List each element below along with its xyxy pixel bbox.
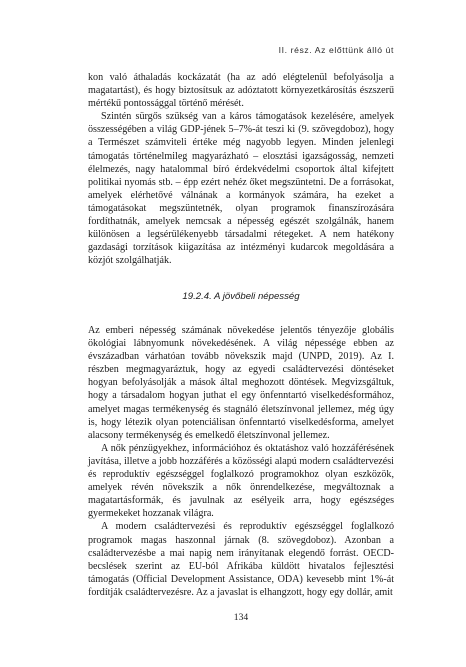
paragraph: kon való áthaladás kockázatát (ha az adó elégtelenül befolyásolja a magatartást), és hogy biztosítsuk az adóztatott környezetkárosítás észszerű mértékű pontossággal történő mérését. — [88, 72, 394, 110]
text-block-top — [88, 71, 394, 267]
page-number: 134 — [233, 612, 249, 623]
section-heading: 19.2.4. A jövőbeli népesség — [182, 291, 300, 302]
paragraph: Szintén sürgős szükség van a káros támogatások kezelésére, amelyek összességében a világ GDP-jének 5–7%-át teszi ki (9. szövegdoboz), hogy a Természet számviteli értéke még nagyobb legyen. Minden jelenlegi támogatás történelmileg magyarázható – elosztási igazságosság, nemzeti élelmezés, nagy hatalommal bíró érdekvédelmi csoportok által kifejtett politikai nyomás stb. – épp ezért nehéz őket megszüntetni. De a forrásokat, amelyek elérhetővé válnának a kormányok számára, ha ezeket a támogatásokat megszüntetnék, olyan programok finanszírozására fordíthatnák, amelyek nemcsak a népesség egészét szolgálnák, hanem különösen a legsérülékenyebb társadalmi rétegeket. A nem hatékony gazdasági torzítások kiigazítása az intézményi kudarcok megoldására a közjót szolgálhatják. — [88, 111, 394, 267]
text-block-section — [88, 324, 394, 599]
paragraph: A modern családtervezési és reproduktív egészséggel foglalkozó programok magas haszonnal járnak (8. szövegdoboz). Azonban a családtervezésbe a mai napig nem irányítanak elegendő forrást. OECD-becslések szerint az EU-ból Afrikába küldött hivatalos fejlesztési támogatás (Official Development Assistance, ODA) kevesebb mint 1%-át fordítják családtervezésre. Az a javaslat is elhangzott, hogy egy dollár, amit — [88, 521, 394, 598]
paragraph: A nők pénzügyekhez, információhoz és oktatáshoz való hozzáférésének javítása, illetve a jobb hozzáférés a közösségi alapú modern családtervezési és reproduktív egészséggel foglalkozó programokhoz olyan eszközök, amelyek révén növekszik a nők önrendelkezése, megváltoznak a magatartásformák, és javulnak az esélyeik arra, hogy egészséges gyermekeket hozzanak világra. — [88, 442, 394, 520]
running-head: II. rész. Az előttünk álló út — [278, 45, 394, 55]
paragraph: Az emberi népesség számának növekedése jelentős tényezője globális ökológiai lábnyomunk növekedésének. A világ népessége ebben az évszázadban várhatóan tovább növekszik majd (UNPD, 2019). Az I. részben megmagyaráztuk, hogy az egyedi családtervezési döntéseket hogyan befolyásolják a mások által meghozott döntések. Megvizsgáltuk, hogy a társadalom hogyan juthat el egy önfenntartó viselkedésformához, amelyet magas termékenység és stagnáló életszínvonal jellemez, még úgy is, hogy létezik olyan potenciálisan önfenntartó viselkedésforma, amelyet alacsony termékenység és emelkedő életszínvonal jellemez. — [88, 325, 394, 441]
